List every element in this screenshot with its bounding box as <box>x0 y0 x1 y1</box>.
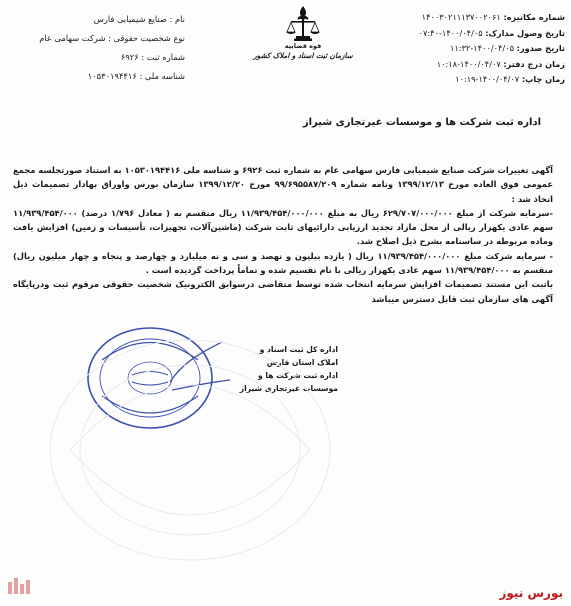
receipt-date: تاریخ وصول مدارک: ۱۴۰۰/۰۴/۰۵-۰۷:۴۰ <box>418 27 565 38</box>
amended-capital-clause: - سرمایه شرکت مبلغ ۱۱/۹۳۹/۴۵۴/۰۰۰/۰۰۰ ریال ( یازده بیلیون و نهصد و سی و نه میلیارد و چهارصد و پنجاه و چهار میلیون ریال) منقسم به ۱۱/۹۳۹/۴۵۴/۰۰۰ سهم عادی یکهزار ریالی با نام تقسیم شده و تماماً پرداخت گردیده است . <box>13 250 553 276</box>
signature-line-1: اداره کل ثبت اسناد و املاک استان فارس <box>259 345 338 367</box>
signature-block <box>238 343 338 395</box>
capital-increase-clause: -سرمایه شرکت از مبلغ ۶۲۹/۷۰۷/۰۰۰/۰۰۰ ریال به مبلغ ۱۱/۹۳۹/۴۵۴/۰۰۰/۰۰۰ ریال منقسم به ( معادل ۱/۷۹۶ درصد) ۱۱/۹۳۹/۴۵۴/۰۰۰ سهم عادی یکهزار ریالی از محل مازاد تجدید ارزیابی دارائیهای ثابت شرکت (ماشین‌آلات، تجهیزات، تأسیسات و زمین) افزایش یافت وماده مربوطه در ساسنامه بشرح ذیل اصلاح شد. <box>13 207 553 247</box>
print-time: زمان چاپ: ۱۴۰۰/۰۴/۰۷-۱۰:۱۹ <box>455 74 565 84</box>
reference-block <box>365 10 565 88</box>
office-title: اداره ثبت شرکت ها و موسسات غیرتجاری شیراز <box>302 117 541 128</box>
announcement-body <box>13 163 553 306</box>
official-stamp <box>72 320 242 440</box>
issue-date: تاریخ صدور: ۱۴۰۰/۰۴/۰۵-۱۱:۳۲ <box>449 43 565 53</box>
registration-note: باثبت این مستند تصمیمات افزایش سرمایه انتخاب شده توسط متقاضی درسوابق الکترونیک شخصیت حقوقی مرقوم ثبت ودرپایگاه آگهی های سازمان ثبت قابل دسترس میباشد <box>13 279 553 304</box>
brand-watermark: بورس نیوز <box>499 586 563 600</box>
news-logo-icon <box>6 574 46 596</box>
signature-line-2: اداره ثبت شرکت ها و موسسات غیرتجاری شیراز <box>239 371 338 393</box>
registration-number: شماره ثبت : ۶۹۲۶ <box>120 52 185 62</box>
registry-time: زمان درج دفتر: ۱۴۰۰/۰۴/۰۷-۱۰:۱۸ <box>436 58 565 69</box>
company-block <box>20 10 185 86</box>
scales-of-justice-icon <box>281 4 325 44</box>
letter-number: شماره مکانیزه: ۱۴۰۰۳۰۲۱۱۱۳۷۰۰۲۰۶۱ <box>421 12 565 22</box>
judiciary-emblem <box>248 4 358 76</box>
entity-type: نوع شخصیت حقوقی : شرکت سهامی عام <box>39 33 185 43</box>
judiciary-label: قوه قضاییه <box>284 42 322 50</box>
announcement-intro: آگهی تغییرات شرکت صنایع شیمیایی فارس سهامی عام به شماره ثبت ۶۹۲۶ و شناسه ملی ۱۰۵۳۰۱۹۴۴۱۶ به استناد صورتجلسه مجمع عمومی فوق العاده مورخ ۱۳۹۹/۱۲/۱۳ ونامه شماره ۹۹/۶۹۵۵۸۷/۲۰۹ مورخ ۱۳۹۹/۱۲/۲۰ سازمان بورس واوراق بهادار تصمیمات ذیل اتخاذ شد : <box>13 165 554 204</box>
company-name: نام : صنایع شیمیایی فارس <box>93 14 185 24</box>
organization-label: سازمان ثبت اسناد و املاک کشور <box>253 51 353 60</box>
national-id: شناسه ملی : ۱۰۵۳۰۱۹۴۴۱۶ <box>87 71 185 81</box>
